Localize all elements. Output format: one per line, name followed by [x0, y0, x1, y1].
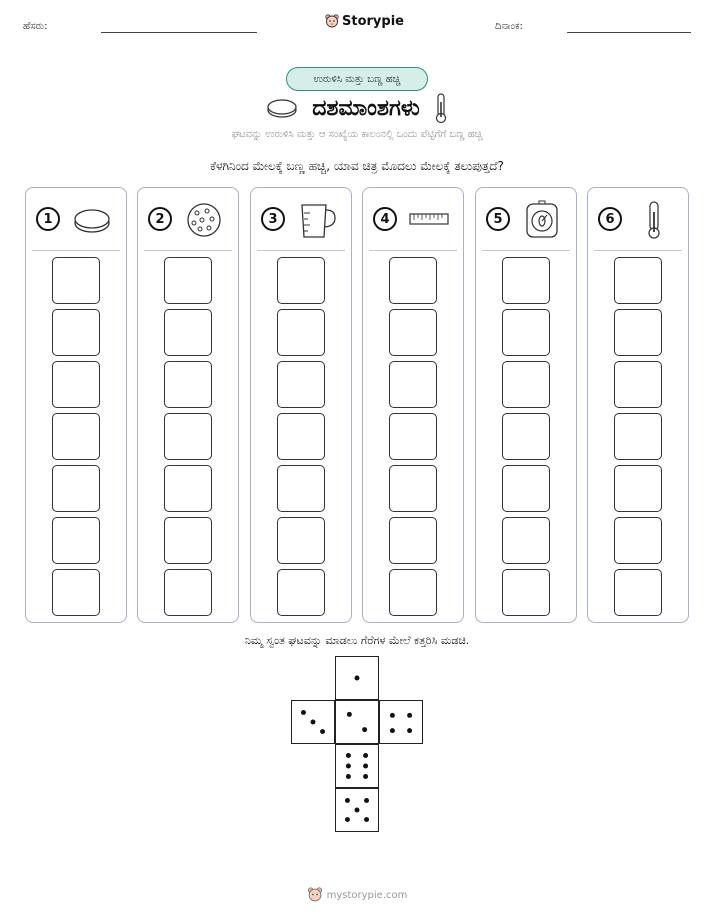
column-number: 2 — [148, 207, 172, 231]
footer-url[interactable]: mystorypie.com — [326, 889, 408, 901]
column-2 — [137, 187, 239, 623]
color-box[interactable] — [389, 517, 437, 564]
subtitle: ಘಟವನ್ನು ಉರುಳಿಸಿ ಮತ್ತು ಆ ಸಂಖ್ಯೆಯ ಕಾಲಂನಲ್ಲಿ ಒಂದು ಪೆಟ್ಟಿಗೆಗೆ ಬಣ್ಣ ಹಚ್ಚಿ — [231, 129, 483, 140]
thermometer-icon — [632, 200, 676, 240]
column-divider — [594, 250, 682, 251]
storypie-mascot-icon — [307, 887, 323, 903]
column-divider — [144, 250, 232, 251]
date-label: ದಿನಾಂಕ: — [495, 21, 523, 32]
color-box[interactable] — [164, 361, 212, 408]
color-box[interactable] — [52, 465, 100, 512]
column-6 — [587, 187, 689, 623]
thermometer-icon — [434, 92, 448, 124]
color-box[interactable] — [164, 309, 212, 356]
color-box[interactable] — [389, 361, 437, 408]
color-box[interactable] — [614, 257, 662, 304]
color-box[interactable] — [277, 361, 325, 408]
color-box[interactable] — [277, 517, 325, 564]
color-box[interactable] — [502, 413, 550, 460]
die-instruction: ನಿಮ್ಮ ಸ್ವಂತ ಘಟವನ್ನು ಮಾಡಲು ಗೆರೆಗಳ ಮೇಲೆ ಕತ್ತರಿಸಿ ಮಡಚಿ. — [244, 634, 470, 647]
column-4 — [362, 187, 464, 623]
brand-logo — [325, 14, 404, 29]
die-face-4[interactable] — [379, 700, 423, 744]
color-box[interactable] — [52, 257, 100, 304]
coin-icon — [70, 200, 114, 240]
column-divider — [482, 250, 570, 251]
color-box[interactable] — [164, 465, 212, 512]
color-box[interactable] — [164, 517, 212, 564]
brand-name: Storypie — [342, 14, 404, 29]
name-label: ಹೆಸರು: — [23, 21, 48, 32]
color-box[interactable] — [389, 413, 437, 460]
column-divider — [369, 250, 457, 251]
column-number: 6 — [598, 207, 622, 231]
color-box[interactable] — [277, 465, 325, 512]
color-box[interactable] — [277, 257, 325, 304]
storypie-mascot-icon — [325, 14, 339, 29]
color-box[interactable] — [164, 569, 212, 616]
column-number: 1 — [36, 207, 60, 231]
column-number: 3 — [261, 207, 285, 231]
stopwatch-icon — [520, 200, 564, 240]
die-face-3[interactable] — [291, 700, 335, 744]
color-box[interactable] — [389, 257, 437, 304]
color-box[interactable] — [614, 361, 662, 408]
color-box[interactable] — [614, 465, 662, 512]
question: ಕೆಳಗಿನಿಂದ ಮೇಲಕ್ಕೆ ಬಣ್ಣ ಹಚ್ಚಿ, ಯಾವ ಚಿತ್ರ ಮೊದಲು ಮೇಲಕ್ಕೆ ತಲುಪುತ್ತದೆ? — [210, 159, 504, 173]
column-3 — [250, 187, 352, 623]
color-box[interactable] — [502, 309, 550, 356]
color-box[interactable] — [389, 569, 437, 616]
column-number: 5 — [486, 207, 510, 231]
color-box[interactable] — [52, 517, 100, 564]
column-number: 4 — [373, 207, 397, 231]
column-1 — [25, 187, 127, 623]
cookie-icon — [182, 200, 226, 240]
coin-icon — [266, 97, 298, 119]
color-box[interactable] — [502, 569, 550, 616]
column-5 — [475, 187, 577, 623]
color-box[interactable] — [502, 465, 550, 512]
title-row — [0, 93, 714, 123]
color-box[interactable] — [52, 413, 100, 460]
color-box[interactable] — [52, 569, 100, 616]
color-box[interactable] — [52, 361, 100, 408]
color-box[interactable] — [502, 361, 550, 408]
color-box[interactable] — [164, 257, 212, 304]
die-face-2[interactable] — [335, 700, 379, 744]
color-box[interactable] — [614, 413, 662, 460]
die-face-5[interactable] — [335, 788, 379, 832]
page-title: ದಶಮಾಂಶಗಳು — [312, 95, 420, 121]
color-box[interactable] — [614, 309, 662, 356]
color-box[interactable] — [389, 465, 437, 512]
measuring-jug-icon — [295, 200, 339, 240]
footer — [0, 887, 714, 903]
date-line[interactable] — [567, 32, 691, 33]
color-box[interactable] — [277, 413, 325, 460]
color-box[interactable] — [277, 569, 325, 616]
color-box[interactable] — [502, 517, 550, 564]
color-box[interactable] — [614, 517, 662, 564]
color-box[interactable] — [502, 257, 550, 304]
color-box[interactable] — [614, 569, 662, 616]
column-divider — [257, 250, 345, 251]
color-box[interactable] — [164, 413, 212, 460]
die-face-1[interactable] — [335, 656, 379, 700]
color-box[interactable] — [389, 309, 437, 356]
activity-badge: ಉರುಳಿಸಿ ಮತ್ತು ಬಣ್ಣ ಹಚ್ಚಿ — [286, 67, 428, 91]
name-line[interactable] — [101, 32, 257, 33]
column-divider — [32, 250, 120, 251]
ruler-icon — [407, 200, 451, 240]
color-box[interactable] — [52, 309, 100, 356]
color-box[interactable] — [277, 309, 325, 356]
die-face-6[interactable] — [335, 744, 379, 788]
